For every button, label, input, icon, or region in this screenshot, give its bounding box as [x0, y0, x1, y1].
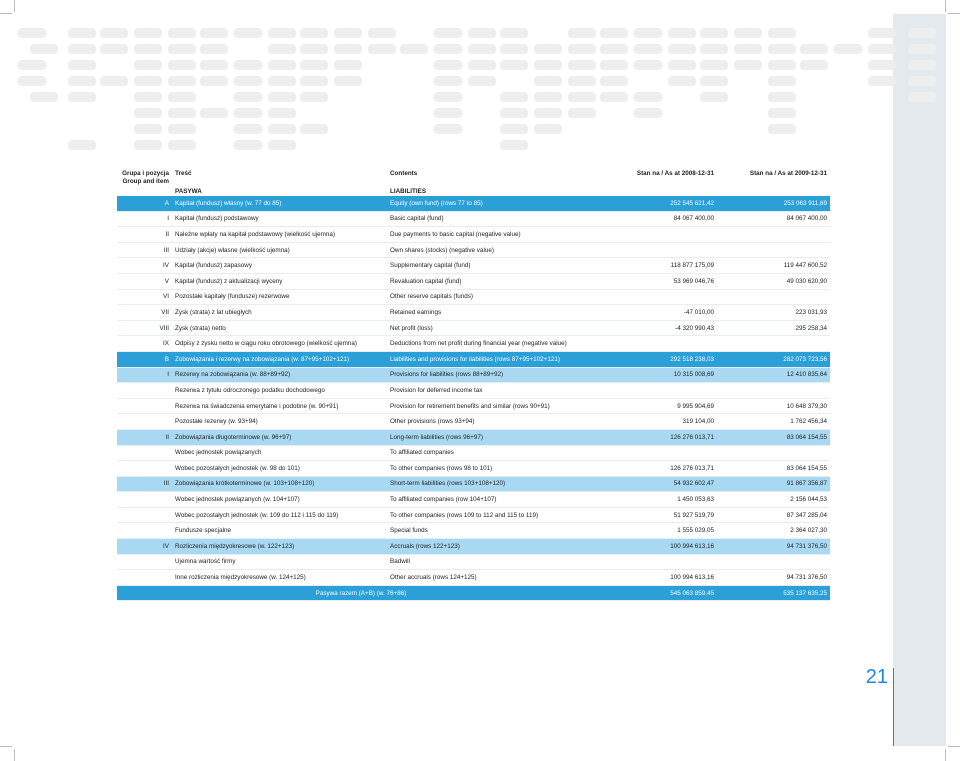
row-label-pl: Fundusze specjalne	[172, 523, 387, 539]
row-value-2008	[605, 242, 717, 258]
crop-mark	[948, 13, 960, 14]
row-value-2008: 54 932 602,47	[605, 476, 717, 492]
row-value-2008: 319 104,00	[605, 414, 717, 430]
row-label-en: Liabilities and provisions for liabilities (rows 87+95+102+121)	[387, 351, 605, 367]
row-label-pl: Wobec pozostałych jednostek (w. 109 do 112 i 115 do 119)	[172, 507, 387, 523]
row-label-pl: Rezerwa z tytułu odroczonego podatku dochodowego	[172, 383, 387, 399]
table-row	[117, 289, 830, 305]
row-label-en: Basic capital (fund)	[387, 211, 605, 227]
row-label-en: Supplementary capital (fund)	[387, 258, 605, 274]
row-label-en: Short-term liabilities (rows 103+108+120)	[387, 476, 605, 492]
row-value-2009	[717, 383, 830, 399]
group-header-pl: Grupa i pozycja	[122, 170, 169, 177]
table-row	[117, 258, 830, 274]
row-label-pl: Należne wpłaty na kapitał podstawowy (wielkość ujemna)	[172, 227, 387, 243]
row-value-2009: 94 731 376,50	[717, 570, 830, 586]
table-row	[117, 398, 830, 414]
row-position: IV	[117, 258, 172, 274]
pasywa-header: PASYWA	[175, 188, 202, 195]
total-2008: 545 063 859,45	[605, 585, 717, 601]
row-position: I	[117, 367, 172, 383]
table-row	[117, 476, 830, 492]
row-label-en: Equity (own fund) (rows 77 to 85)	[387, 196, 605, 211]
row-value-2008: 84 067 400,00	[605, 211, 717, 227]
row-value-2009: 2 156 044,53	[717, 492, 830, 508]
decorative-pattern	[0, 20, 960, 165]
table-row	[117, 305, 830, 321]
row-label-pl: Kapitał (fundusz) podstawowy	[172, 211, 387, 227]
row-position	[117, 554, 172, 570]
table-row	[117, 429, 830, 445]
table-row	[117, 554, 830, 570]
row-label-pl: Inne rozliczenia międzyokresowe (w. 124+125)	[172, 570, 387, 586]
table-row	[117, 273, 830, 289]
table-row	[117, 570, 830, 586]
crop-mark	[948, 746, 960, 747]
row-value-2009: 83 064 154,55	[717, 461, 830, 477]
contents-header: Contents	[390, 170, 418, 177]
row-label-pl: Ujemna wartość firmy	[172, 554, 387, 570]
row-value-2008	[605, 445, 717, 461]
row-value-2009: 282 073 723,56	[717, 351, 830, 367]
row-label-en: Provisions for liabilities (rows 88+89+92)	[387, 367, 605, 383]
row-position: I	[117, 211, 172, 227]
group-header	[117, 170, 172, 196]
row-value-2009: 94 731 376,50	[717, 539, 830, 555]
row-position	[117, 414, 172, 430]
row-label-pl: Kapitał (fundusz) zapasowy	[172, 258, 387, 274]
row-value-2009: 2 364 027,30	[717, 523, 830, 539]
row-label-pl: Rezerwy na zobowiązania (w. 88+89+92)	[172, 367, 387, 383]
row-label-en: Special funds	[387, 523, 605, 539]
col-2009-header: Stan na / As at 2009-12-31	[749, 170, 827, 177]
row-value-2009: 1 762 456,34	[717, 414, 830, 430]
row-position: VII	[117, 305, 172, 321]
row-label-en: Provision for deferred income tax	[387, 383, 605, 399]
page-number: 21	[865, 666, 888, 688]
row-position	[117, 461, 172, 477]
row-label-en: Net profit (loss)	[387, 320, 605, 336]
row-position: IV	[117, 539, 172, 555]
row-position	[117, 523, 172, 539]
crop-mark	[0, 13, 12, 14]
row-value-2008: -47 010,00	[605, 305, 717, 321]
table-row	[117, 242, 830, 258]
row-label-en: Other accruals (rows 124+125)	[387, 570, 605, 586]
row-label-en: To affiliated companies (row 104+107)	[387, 492, 605, 508]
table-row	[117, 196, 830, 211]
table-row	[117, 383, 830, 399]
row-value-2009: 83 064 154,55	[717, 429, 830, 445]
row-value-2008: -4 320 990,43	[605, 320, 717, 336]
table-row	[117, 227, 830, 243]
row-label-en: Long-term liabilities (rows 96+97)	[387, 429, 605, 445]
row-label-en: Deductions from net profit during financial year (negative value)	[387, 336, 605, 352]
row-value-2008	[605, 289, 717, 305]
row-value-2008: 252 545 621,42	[605, 196, 717, 211]
table-row	[117, 445, 830, 461]
table-row	[117, 367, 830, 383]
row-label-pl: Kapitał (fundusz) z aktualizacji wyceny	[172, 273, 387, 289]
row-label-pl: Zobowiązania długoterminowe (w. 96+97)	[172, 429, 387, 445]
crop-mark	[945, 0, 946, 12]
row-value-2008	[605, 227, 717, 243]
crop-mark	[14, 0, 15, 12]
row-position	[117, 383, 172, 399]
row-position: A	[117, 196, 172, 211]
row-value-2008: 118 877 175,09	[605, 258, 717, 274]
row-label-en: Other reserve capitals (funds)	[387, 289, 605, 305]
row-label-pl: Zysk (strata) z lat ubiegłych	[172, 305, 387, 321]
row-label-en: Badwill	[387, 554, 605, 570]
table-row	[117, 492, 830, 508]
row-position: IX	[117, 336, 172, 352]
row-value-2008: 9 995 904,69	[605, 398, 717, 414]
row-label-pl: Kapitał (fundusz) własny (w. 77 do 85)	[172, 196, 387, 211]
row-position: II	[117, 227, 172, 243]
row-value-2009	[717, 289, 830, 305]
row-value-2008	[605, 383, 717, 399]
row-value-2008: 51 927 519,79	[605, 507, 717, 523]
row-label-pl: Rozliczenia międzyokresowe (w. 122+123)	[172, 539, 387, 555]
crop-mark	[0, 746, 12, 747]
table-row	[117, 351, 830, 367]
row-value-2009: 223 031,93	[717, 305, 830, 321]
table-row	[117, 414, 830, 430]
page-number-rule	[893, 668, 894, 746]
row-value-2009	[717, 242, 830, 258]
row-label-pl: Udziały (akcje) własne (wielkość ujemna)	[172, 242, 387, 258]
row-label-pl: Wobec pozostałych jednostek (w. 98 do 101)	[172, 461, 387, 477]
row-value-2009: 10 648 379,30	[717, 398, 830, 414]
table-row	[117, 336, 830, 352]
row-label-en: To other companies (rows 98 to 101)	[387, 461, 605, 477]
table-row	[117, 539, 830, 555]
row-position	[117, 570, 172, 586]
row-value-2008: 1 450 053,63	[605, 492, 717, 508]
row-position: III	[117, 476, 172, 492]
row-value-2009: 87 347 285,04	[717, 507, 830, 523]
crop-mark	[14, 749, 15, 761]
row-label-en: Retained earnings	[387, 305, 605, 321]
row-label-en: Due payments to basic capital (negative value)	[387, 227, 605, 243]
row-label-pl: Rezerwa na świadczenia emerytalne i podobne (w. 90+91)	[172, 398, 387, 414]
row-value-2009: 49 030 620,90	[717, 273, 830, 289]
row-position: V	[117, 273, 172, 289]
row-label-pl: Zysk (strata) netto	[172, 320, 387, 336]
row-position	[117, 398, 172, 414]
row-value-2008: 10 315 008,69	[605, 367, 717, 383]
row-value-2008: 126 276 013,71	[605, 461, 717, 477]
liabilities-table	[117, 170, 830, 601]
row-value-2009: 295 258,34	[717, 320, 830, 336]
total-label: Pasywa razem (A+B) (w. 76+86)	[117, 585, 605, 601]
row-value-2008: 292 518 238,03	[605, 351, 717, 367]
row-value-2009: 119 447 600,52	[717, 258, 830, 274]
row-label-en: Provision for retirement benefits and similar (rows 90+91)	[387, 398, 605, 414]
row-label-pl: Pozostałe kapitały (fundusze) rezerwowe	[172, 289, 387, 305]
row-position	[117, 445, 172, 461]
crop-mark	[945, 749, 946, 761]
liabilities-header: LIABILITIES	[390, 188, 427, 195]
row-position: B	[117, 351, 172, 367]
row-value-2009: 84 067 400,00	[717, 211, 830, 227]
group-header-en: Group and item	[122, 178, 169, 185]
row-position: II	[117, 429, 172, 445]
table-row	[117, 320, 830, 336]
row-label-pl: Wobec jednostek powiązanych	[172, 445, 387, 461]
table-row	[117, 507, 830, 523]
row-position	[117, 492, 172, 508]
row-label-pl: Wobec jednostek powiązanych (w. 104+107)	[172, 492, 387, 508]
row-label-en: To other companies (rows 109 to 112 and 115 to 119)	[387, 507, 605, 523]
row-value-2009: 91 867 356,87	[717, 476, 830, 492]
row-label-en: Accruals (rows 122+123)	[387, 539, 605, 555]
row-value-2008: 53 969 046,76	[605, 273, 717, 289]
row-position: VI	[117, 289, 172, 305]
row-position: VIII	[117, 320, 172, 336]
row-value-2008: 1 555 029,05	[605, 523, 717, 539]
row-position: III	[117, 242, 172, 258]
row-value-2008: 100 994 613,16	[605, 539, 717, 555]
row-label-pl: Zobowiązania krótkoterminowe (w. 103+108+120)	[172, 476, 387, 492]
row-value-2009: 12 410 835,64	[717, 367, 830, 383]
row-value-2008: 100 994 613,16	[605, 570, 717, 586]
row-position	[117, 507, 172, 523]
row-value-2009: 253 063 911,69	[717, 196, 830, 211]
row-value-2008	[605, 336, 717, 352]
row-value-2008: 126 276 013,71	[605, 429, 717, 445]
row-value-2009	[717, 554, 830, 570]
table-row	[117, 211, 830, 227]
row-label-pl: Odpisy z zysku netto w ciągu roku obrotowego (wielkość ujemna)	[172, 336, 387, 352]
total-row	[117, 585, 830, 601]
tresc-header: Treść	[175, 170, 192, 177]
row-label-en: To affiliated companies	[387, 445, 605, 461]
row-label-pl: Zobowiązania i rezerwy na zobowiązania (w. 87+95+102+121)	[172, 351, 387, 367]
table-row	[117, 523, 830, 539]
row-value-2009	[717, 336, 830, 352]
row-label-pl: Pozostałe rezerwy (w. 93+94)	[172, 414, 387, 430]
row-label-en: Revaluation capital (fund)	[387, 273, 605, 289]
table-row	[117, 461, 830, 477]
row-label-en: Other provisions (rows 93+94)	[387, 414, 605, 430]
row-value-2009	[717, 227, 830, 243]
total-2009: 535 137 635,25	[717, 585, 830, 601]
row-value-2009	[717, 445, 830, 461]
row-label-en: Own shares (stocks) (negative value)	[387, 242, 605, 258]
col-2008-header: Stan na / As at 2008-12-31	[636, 170, 714, 177]
row-value-2008	[605, 554, 717, 570]
